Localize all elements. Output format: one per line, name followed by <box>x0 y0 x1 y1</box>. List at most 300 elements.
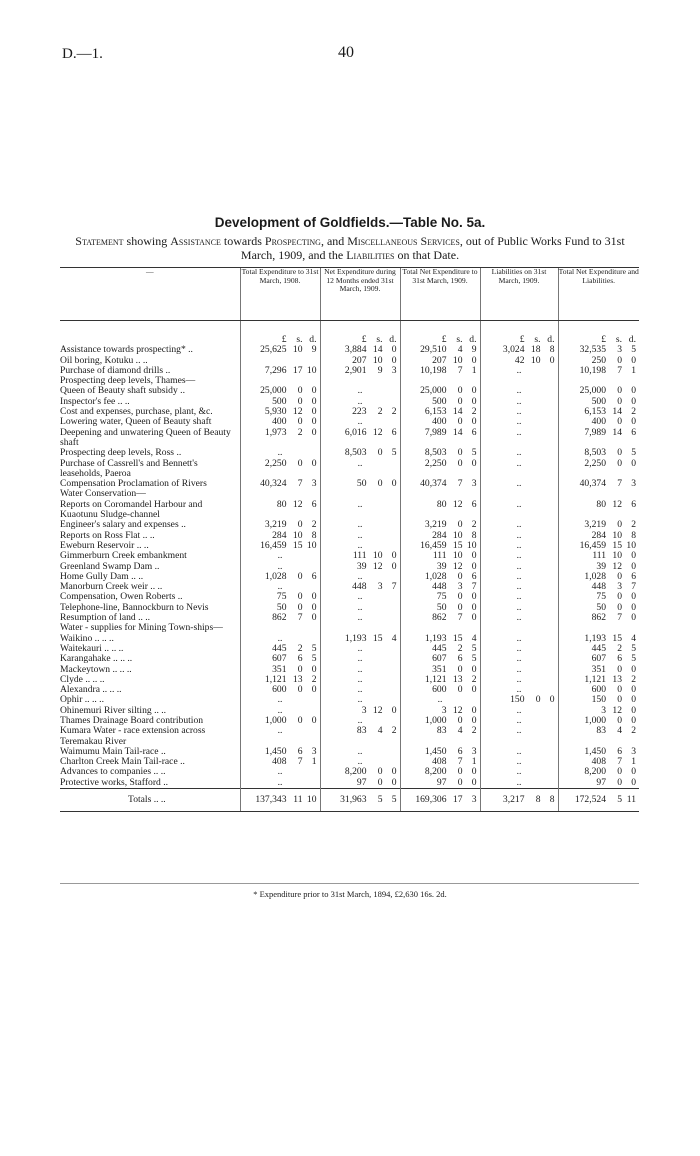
pounds-value: 1,121 <box>424 673 447 685</box>
row-label: Lowering water, Queen of Beauty shaft <box>60 416 212 428</box>
pence-value: 6 <box>391 426 397 438</box>
pounds-value: 40,374 <box>579 478 606 490</box>
table-row <box>60 428 639 449</box>
pounds-value: 3,219 <box>264 519 287 531</box>
shillings-value: 0 <box>457 684 463 696</box>
pence-value: 0 <box>311 416 317 428</box>
pounds-value: 8,503 <box>344 447 367 459</box>
pounds-value: 3,219 <box>424 519 447 531</box>
pounds-value: 83 <box>436 725 447 737</box>
shillings-value: 2 <box>457 642 463 654</box>
expenditure-table <box>60 267 639 812</box>
dots-marker: .. <box>516 560 522 572</box>
dots-marker: .. <box>516 416 522 428</box>
footnote: * Expenditure prior to 31st March, 1894, £2,630 16s. 2d. <box>253 889 447 899</box>
pounds-value: 862 <box>432 612 447 624</box>
pence-value: 0 <box>311 395 317 407</box>
shillings-value: 0 <box>457 519 463 531</box>
shillings-value: 10 <box>612 529 622 541</box>
no-entry-cell <box>480 366 558 376</box>
pence-value: 2 <box>471 725 477 737</box>
dots-marker: .. <box>277 776 283 788</box>
shillings-value: 0 <box>297 591 303 603</box>
pence-value: 5 <box>631 642 636 654</box>
pence-value: 0 <box>391 766 397 778</box>
row-label: Purchase of Cassrell's and Bennett's leaseholds, Paeroa <box>60 457 198 479</box>
dots-marker: .. <box>357 653 363 665</box>
no-entry-cell <box>480 551 558 561</box>
pounds-value: 39 <box>356 560 367 572</box>
shillings-value: 0 <box>457 776 463 788</box>
pence-value: 0 <box>471 457 477 469</box>
shillings-value: 0 <box>457 570 463 582</box>
pounds-value: 448 <box>352 581 367 593</box>
pence-value: 0 <box>631 395 636 407</box>
no-entry-cell <box>240 778 320 789</box>
row-label: Reports on Ross Flat .. .. <box>60 529 155 541</box>
row-label: Compensation Proclamation of Rivers <box>60 478 207 490</box>
pounds-value: 1,450 <box>584 745 606 757</box>
pounds-value: 83 <box>596 725 606 737</box>
amount-cell <box>558 778 639 789</box>
pounds-value: 1,973 <box>264 426 287 438</box>
shillings-value: 0 <box>617 385 622 397</box>
pounds-value: 8,200 <box>584 766 606 778</box>
pence-value: 0 <box>391 560 397 572</box>
shillings-value: 6 <box>297 745 303 757</box>
pounds-value: 400 <box>272 416 287 428</box>
no-entry-cell <box>240 726 320 747</box>
pounds-value: 408 <box>591 756 606 768</box>
pounds-value: 1,000 <box>424 714 447 726</box>
amount-cell <box>240 789 320 812</box>
shillings-value: 4 <box>457 344 463 356</box>
shillings-value: 12 <box>292 406 303 418</box>
shillings-value: 17 <box>292 364 303 376</box>
pounds-value: 50 <box>436 601 447 613</box>
pounds-value: 5,930 <box>264 406 287 418</box>
pounds-value: 8,200 <box>344 766 367 778</box>
pounds-value: 50 <box>276 601 287 613</box>
pounds-value: 284 <box>272 529 287 541</box>
pounds-value: 75 <box>436 591 447 603</box>
pounds-value: 40,324 <box>260 478 287 490</box>
pounds-value: 2,250 <box>264 457 287 469</box>
dots-marker: .. <box>516 570 522 582</box>
pence-value: 2 <box>311 519 317 531</box>
pence-value: 0 <box>311 406 317 418</box>
pence-value: 0 <box>631 694 636 706</box>
pounds-value: 351 <box>432 663 447 675</box>
pence-value: 0 <box>631 704 636 716</box>
pounds-value: 1,028 <box>424 570 447 582</box>
shillings-value: 0 <box>617 519 622 531</box>
dots-marker: .. <box>277 694 283 706</box>
table-title: Development of Goldfields.—Table No. 5a. <box>214 215 486 230</box>
pounds-value: 445 <box>432 642 447 654</box>
amount-cell <box>558 654 639 664</box>
pence-value: 6 <box>471 498 477 510</box>
pence-value: 4 <box>631 632 636 644</box>
table-row <box>60 551 639 561</box>
pence-value: 7 <box>471 581 477 593</box>
amount-cell <box>558 459 639 480</box>
pence-value: 7 <box>391 581 397 593</box>
amount-cell <box>240 613 320 623</box>
pounds-value: 607 <box>432 653 447 665</box>
amount-cell <box>400 789 480 812</box>
pence-value: 6 <box>471 426 477 438</box>
shillings-value: 13 <box>612 673 622 685</box>
amount-cell <box>400 366 480 376</box>
pence-value: 0 <box>631 416 636 428</box>
pence-value: 0 <box>311 591 317 603</box>
shillings-value: 14 <box>372 344 383 356</box>
dots-marker: .. <box>357 395 363 407</box>
shillings-value: 0 <box>297 570 303 582</box>
pence-value: 3 <box>471 478 477 490</box>
pounds-value: 351 <box>591 663 606 675</box>
shillings-value: 0 <box>297 601 303 613</box>
pounds-value: 284 <box>432 529 447 541</box>
pence-value: 3 <box>631 745 636 757</box>
shillings-value: 0 <box>377 478 383 490</box>
shillings-value: 10 <box>372 354 383 366</box>
shillings-value: 7 <box>457 364 463 376</box>
shillings-value: 0 <box>297 395 303 407</box>
dots-marker: .. <box>357 498 363 510</box>
dots-marker: .. <box>437 694 443 706</box>
no-entry-cell <box>320 613 400 623</box>
pounds-value: 400 <box>432 416 447 428</box>
pence-value: 3 <box>391 364 397 376</box>
pence-value: 0 <box>311 426 317 438</box>
pounds-value: 50 <box>596 601 606 613</box>
dots-marker: .. <box>357 457 363 469</box>
shillings-value: 6 <box>617 653 622 665</box>
pounds-value: 3 <box>601 704 606 716</box>
row-label: Protective works, Stafford .. <box>60 776 168 788</box>
pounds-value: 137,343 <box>255 794 287 806</box>
dots-marker: .. <box>516 447 522 459</box>
pounds-value: 8,503 <box>424 447 447 459</box>
shillings-value: 0 <box>297 663 303 675</box>
row-label: Purchase of diamond drills .. <box>60 364 171 376</box>
row-label: Inspector's fee .. .. <box>60 395 130 407</box>
table-statement: Statement showing Assistance towards Prospecting, and Miscellaneous Services, out of Public Works Fund to 31st March, 1909, and the Liabilities on that Date. <box>75 234 625 262</box>
amount-cell <box>558 726 639 747</box>
shillings-value: 0 <box>617 684 622 696</box>
amount-cell <box>320 479 400 489</box>
pounds-value: 31,963 <box>340 794 367 806</box>
shillings-value: 0 <box>617 354 622 366</box>
shillings-value: 0 <box>457 447 463 459</box>
pence-value: 0 <box>471 612 477 624</box>
pounds-value: 25,000 <box>260 385 287 397</box>
pounds-value: 600 <box>432 684 447 696</box>
pence-value: 10 <box>306 364 317 376</box>
shillings-value: 0 <box>617 395 622 407</box>
dots-marker: .. <box>357 714 363 726</box>
row-label: Manorburn Creek weir .. .. <box>60 581 163 593</box>
shillings-value: 3 <box>377 581 383 593</box>
shillings-value: 0 <box>457 663 463 675</box>
dots-marker: .. <box>357 612 363 624</box>
pounds-value: 16,459 <box>579 539 606 551</box>
table-row <box>60 459 639 480</box>
pence-value: 0 <box>311 457 317 469</box>
pounds-value: 8,503 <box>584 447 606 459</box>
no-entry-cell <box>240 551 320 561</box>
shillings-value: 12 <box>612 560 622 572</box>
shillings-value: 6 <box>457 653 463 665</box>
pence-value: 0 <box>311 601 317 613</box>
row-label: Oil boring, Kotuku .. .. <box>60 354 148 366</box>
row-label: Compensation, Owen Roberts .. <box>60 591 183 603</box>
dots-marker: .. <box>516 406 522 418</box>
pence-value: 10 <box>306 539 317 551</box>
row-label: Prospecting deep levels, Thames— <box>60 375 196 387</box>
dots-marker: .. <box>516 581 522 593</box>
amount-cell <box>400 479 480 489</box>
pence-value: 0 <box>631 550 636 562</box>
row-label: Queen of Beauty shaft subsidy .. <box>60 385 185 397</box>
pounds-value: 6,016 <box>344 426 367 438</box>
shillings-value: 12 <box>612 498 622 510</box>
pence-value: 9 <box>311 344 317 356</box>
pence-value: 0 <box>471 663 477 675</box>
pounds-value: 10,198 <box>579 364 606 376</box>
shillings-value: 0 <box>535 694 541 706</box>
pounds-value: 80 <box>436 498 447 510</box>
pence-value: 2 <box>391 725 397 737</box>
pence-value: 0 <box>471 354 477 366</box>
shillings-value: 0 <box>457 591 463 603</box>
dots-marker: .. <box>357 519 363 531</box>
pence-value: 3 <box>471 745 477 757</box>
dots-marker: .. <box>516 426 522 438</box>
pence-value: 0 <box>631 776 636 788</box>
amount-cell <box>240 459 320 480</box>
no-entry-cell <box>320 500 400 521</box>
pence-value: 0 <box>631 612 636 624</box>
shillings-value: 3 <box>617 344 622 356</box>
shillings-value: 10 <box>530 354 541 366</box>
pence-value: 2 <box>631 725 636 737</box>
dots-marker: .. <box>516 550 522 562</box>
pence-value: 0 <box>391 478 397 490</box>
shillings-value: 10 <box>292 344 303 356</box>
shillings-value: 7 <box>617 612 622 624</box>
pence-value: 6 <box>631 426 636 438</box>
shillings-value: 15 <box>292 539 303 551</box>
pounds-value: 10,198 <box>420 364 447 376</box>
shillings-value: 7 <box>457 612 463 624</box>
pence-value: 5 <box>631 344 636 356</box>
pounds-value: 250 <box>591 354 606 366</box>
amount-cell <box>320 428 400 449</box>
table-row <box>60 634 639 644</box>
pence-value: 0 <box>631 591 636 603</box>
shillings-value: 12 <box>372 704 383 716</box>
pence-value: 0 <box>311 612 317 624</box>
row-label: Karangahake .. .. .. <box>60 653 133 665</box>
pounds-value: 3 <box>441 704 447 716</box>
col-header-item: — <box>60 268 240 321</box>
dots-marker: .. <box>516 714 522 726</box>
units-row: £ s. d. £ s. d. £ s. d. £ s. d. £ s. d. <box>60 321 639 346</box>
shillings-value: 0 <box>617 601 622 613</box>
pence-value: 2 <box>471 519 477 531</box>
shillings-value: 12 <box>372 560 383 572</box>
pounds-value: 445 <box>272 642 287 654</box>
pounds-value: 6,153 <box>584 406 606 418</box>
pounds-value: 40,374 <box>420 478 447 490</box>
amount-cell <box>558 551 639 561</box>
shillings-value: 0 <box>297 519 303 531</box>
pounds-value: 150 <box>510 694 525 706</box>
pounds-value: 1,450 <box>264 745 287 757</box>
pence-value: 0 <box>631 766 636 778</box>
pence-value: 0 <box>631 714 636 726</box>
pounds-value: 111 <box>432 550 447 562</box>
pence-value: 1 <box>471 364 477 376</box>
pounds-value: 172,524 <box>574 794 606 806</box>
pence-value: 1 <box>471 756 477 768</box>
pence-value: 6 <box>471 570 477 582</box>
shillings-value: 14 <box>612 426 622 438</box>
amount-cell <box>240 500 320 521</box>
pence-value: 0 <box>471 550 477 562</box>
pounds-value: 500 <box>272 395 287 407</box>
shillings-value: 7 <box>297 612 303 624</box>
dots-marker: .. <box>516 632 522 644</box>
pounds-value: 500 <box>432 395 447 407</box>
table-row <box>60 500 639 521</box>
no-entry-cell <box>480 500 558 521</box>
table-header-row <box>60 268 639 321</box>
shillings-value: 0 <box>297 684 303 696</box>
pence-value: 0 <box>631 663 636 675</box>
shillings-value: 5 <box>617 794 622 806</box>
pence-value: 2 <box>391 406 397 418</box>
no-entry-cell <box>320 695 400 705</box>
pence-value: 5 <box>471 642 477 654</box>
shillings-value: 0 <box>617 766 622 778</box>
shillings-value: 0 <box>617 694 622 706</box>
dots-marker: .. <box>357 745 363 757</box>
dots-marker: .. <box>357 385 363 397</box>
pence-value: 5 <box>471 447 477 459</box>
shillings-value: 0 <box>617 416 622 428</box>
dots-marker: .. <box>357 570 363 582</box>
row-label: Water Conservation— <box>60 488 146 500</box>
dots-marker: .. <box>277 550 283 562</box>
table-row <box>60 665 639 675</box>
amount-cell <box>320 778 400 789</box>
row-label: Deepening and unwatering Queen of Beauty shaft <box>60 426 231 448</box>
shillings-value: 0 <box>297 714 303 726</box>
shillings-value: 0 <box>457 714 463 726</box>
dots-marker: .. <box>357 601 363 613</box>
dots-marker: .. <box>516 601 522 613</box>
dots-marker: .. <box>516 519 522 531</box>
row-label: Assistance towards prospecting* .. <box>60 344 193 356</box>
pence-value: 0 <box>471 591 477 603</box>
pence-value: 5 <box>391 447 397 459</box>
shillings-value: 0 <box>297 416 303 428</box>
dots-marker: .. <box>516 684 522 696</box>
pounds-value: 25,000 <box>420 385 447 397</box>
pence-value: 0 <box>549 694 555 706</box>
dots-marker: .. <box>277 560 283 572</box>
pence-value: 0 <box>549 354 555 366</box>
pence-value: 5 <box>631 447 636 459</box>
dots-marker: .. <box>516 529 522 541</box>
pounds-value: 862 <box>591 612 606 624</box>
pence-value: 0 <box>391 550 397 562</box>
dots-marker: .. <box>277 581 283 593</box>
pence-value: 10 <box>626 539 636 551</box>
pounds-value: 600 <box>591 684 606 696</box>
pence-value: 0 <box>471 601 477 613</box>
row-label: Waikino .. .. .. <box>60 632 114 644</box>
pounds-value: 39 <box>436 560 447 572</box>
pence-value: 2 <box>311 673 317 685</box>
pounds-value: 150 <box>591 694 606 706</box>
shillings-value: 2 <box>297 426 303 438</box>
row-label: Mackeytown .. .. .. <box>60 663 132 675</box>
shillings-value: 4 <box>377 725 383 737</box>
pence-value: 3 <box>471 794 477 806</box>
row-label: Clyde .. .. .. <box>60 673 105 685</box>
amount-cell <box>558 789 639 812</box>
pounds-value: 3,219 <box>584 519 606 531</box>
amount-cell <box>320 551 400 561</box>
row-label: Thames Drainage Board contribution <box>60 714 204 726</box>
shillings-value: 6 <box>617 745 622 757</box>
dots-marker: .. <box>357 591 363 603</box>
pounds-value: 42 <box>514 354 525 366</box>
pounds-value: 25,625 <box>260 344 287 356</box>
no-entry-cell <box>480 459 558 480</box>
shillings-value: 0 <box>377 766 383 778</box>
page-number: 40 <box>338 44 354 61</box>
dots-marker: .. <box>516 745 522 757</box>
pence-value: 5 <box>471 653 477 665</box>
no-entry-cell <box>480 654 558 664</box>
pence-value: 11 <box>626 794 636 806</box>
pounds-value: 1,193 <box>424 632 447 644</box>
row-label: Engineer's salary and expenses .. <box>60 519 186 531</box>
shillings-value: 2 <box>617 642 622 654</box>
row-label: Advances to companies .. .. <box>60 766 166 778</box>
dots-marker: .. <box>357 694 363 706</box>
shillings-value: 0 <box>617 457 622 469</box>
pence-value: 0 <box>631 385 636 397</box>
shillings-value: 13 <box>292 673 303 685</box>
amount-cell <box>400 459 480 480</box>
amount-cell <box>400 778 480 789</box>
row-label: Reports on Coromandel Harbour and Kuaotunu Sludge-channel <box>60 498 203 521</box>
pounds-value: 284 <box>591 529 606 541</box>
pounds-value: 16,459 <box>260 539 287 551</box>
pounds-value: 445 <box>591 642 606 654</box>
pence-value: 8 <box>631 529 636 541</box>
pence-value: 5 <box>631 653 636 665</box>
pounds-value: 111 <box>352 550 367 562</box>
shillings-value: 10 <box>452 354 463 366</box>
